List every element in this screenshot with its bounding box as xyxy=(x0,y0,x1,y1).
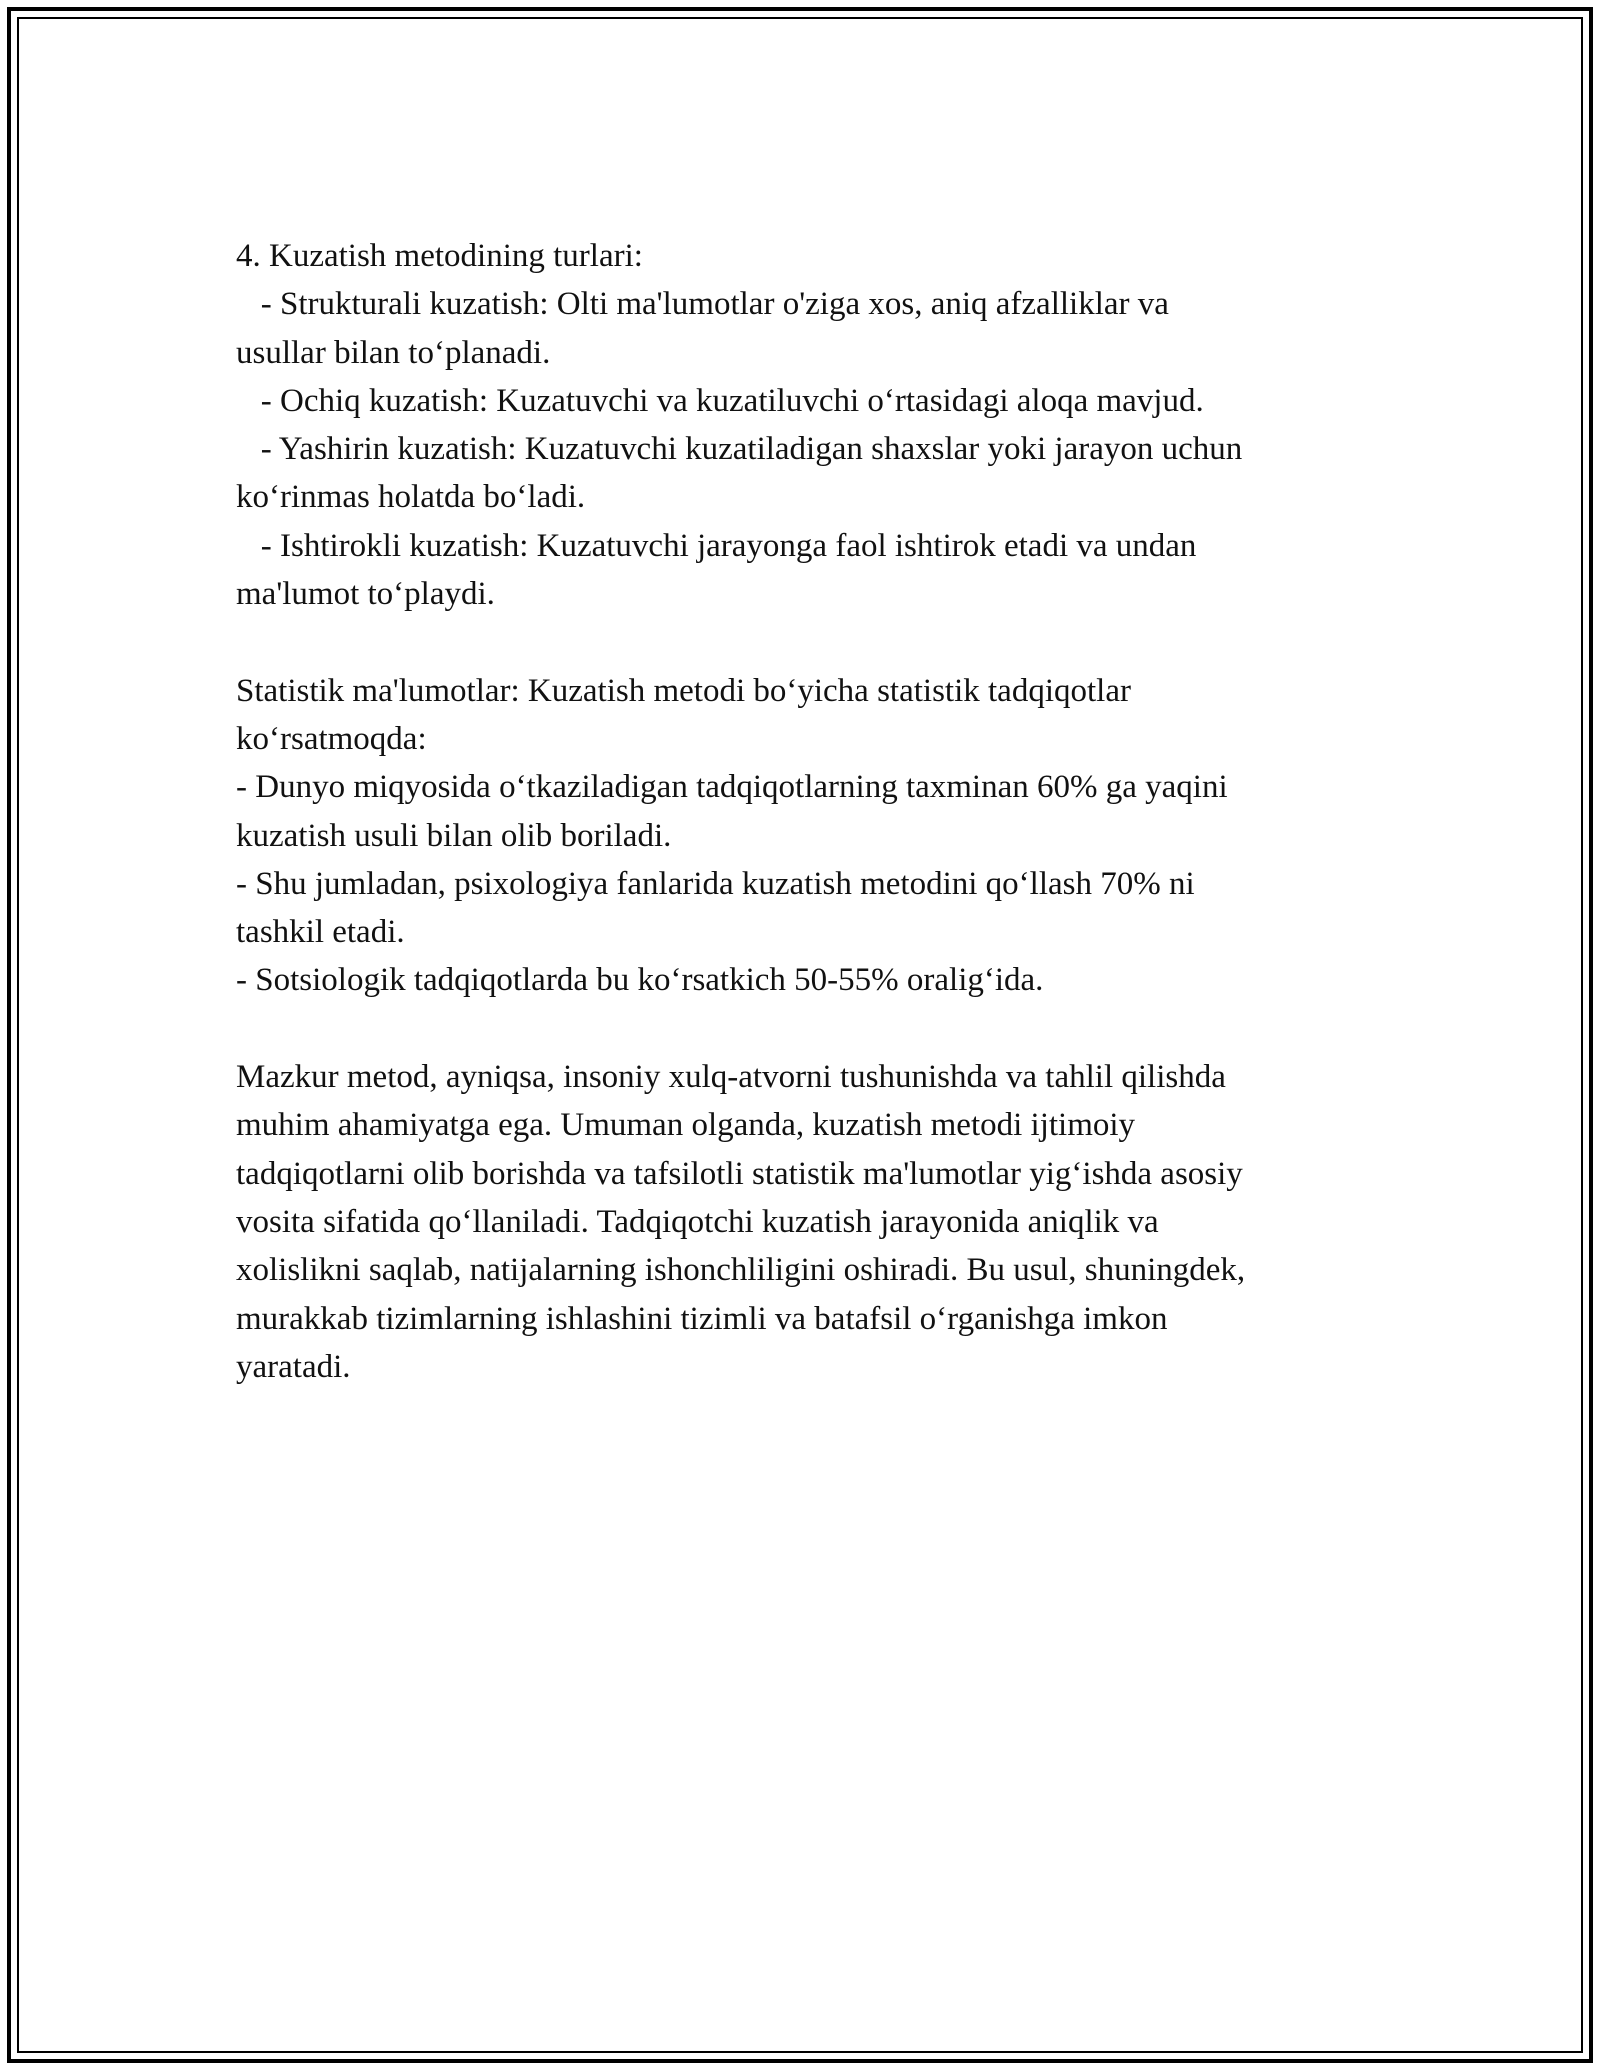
list-item-line: tashkil etadi. xyxy=(236,914,405,951)
observation-type-participant xyxy=(236,522,1386,619)
paragraph-line: Mazkur metod, ayniqsa, insoniy xulq-atvorni tushunishda va tahlil qilishda xyxy=(236,1059,1226,1096)
list-item-line: - Ochiq kuzatish: Kuzatuvchi va kuzatiluvchi o‘rtasidagi aloqa mavjud. xyxy=(236,382,1204,419)
paragraph-line: yaratadi. xyxy=(236,1348,351,1385)
list-item-line: usullar bilan to‘planadi. xyxy=(236,334,551,371)
paragraph-line: muhim ahamiyatga ega. Umuman olganda, kuzatish metodi ijtimoiy xyxy=(236,1107,1136,1144)
list-item-line: - Shu jumladan, psixologiya fanlarida kuzatish metodini qo‘llash 70% ni xyxy=(236,865,1195,902)
list-item-line: - Ishtirokli kuzatish: Kuzatuvchi jarayonga faol ishtirok etadi va undan xyxy=(236,527,1197,564)
statistics-item-sociology xyxy=(236,956,1386,1004)
paragraph-line: xolislikni saqlab, natijalarning ishonchliligini oshiradi. Bu usul, shuningdek, xyxy=(236,1252,1246,1289)
list-item-line: - Yashirin kuzatish: Kuzatuvchi kuzatiladigan shaxslar yoki jarayon uchun xyxy=(236,431,1243,468)
statistics-intro xyxy=(236,667,1386,764)
paragraph-line: murakkab tizimlarning ishlashini tizimli va batafsil o‘rganishga imkon xyxy=(236,1300,1168,1337)
list-item-line: ko‘rinmas holatda bo‘ladi. xyxy=(236,479,586,516)
document-body xyxy=(236,232,1386,1391)
section-heading: 4. Kuzatish metodining turlari: xyxy=(236,238,643,274)
statistics-item-psychology xyxy=(236,860,1386,957)
list-item-line: - Strukturali kuzatish: Olti ma'lumotlar o'ziga xos, aniq afzalliklar va xyxy=(236,286,1169,323)
paragraph-spacer xyxy=(236,1005,1386,1053)
paragraph-spacer xyxy=(236,618,1386,666)
list-item-line: ma'lumot to‘playdi. xyxy=(236,576,495,613)
list-item-line: - Sotsiologik tadqiqotlarda bu ko‘rsatkich 50-55% oralig‘ida. xyxy=(236,962,1044,999)
list-item-line: kuzatish usuli bilan olib boriladi. xyxy=(236,817,672,854)
observation-type-hidden xyxy=(236,425,1386,522)
paragraph-line: tadqiqotlarni olib borishda va tafsilotli statistik ma'lumotlar yig‘ishda asosiy xyxy=(236,1155,1243,1192)
paragraph-line: vosita sifatida qo‘llaniladi. Tadqiqotchi kuzatish jarayonida aniqlik va xyxy=(236,1203,1159,1240)
observation-type-structured xyxy=(236,280,1386,377)
observation-type-open xyxy=(236,377,1386,425)
paragraph-line: ko‘rsatmoqda: xyxy=(236,720,427,757)
statistics-item-world xyxy=(236,763,1386,860)
conclusion-paragraph xyxy=(236,1053,1386,1391)
paragraph-line: Statistik ma'lumotlar: Kuzatish metodi bo‘yicha statistik tadqiqotlar xyxy=(236,672,1131,709)
list-item-line: - Dunyo miqyosida o‘tkaziladigan tadqiqotlarning taxminan 60% ga yaqini xyxy=(236,769,1228,806)
